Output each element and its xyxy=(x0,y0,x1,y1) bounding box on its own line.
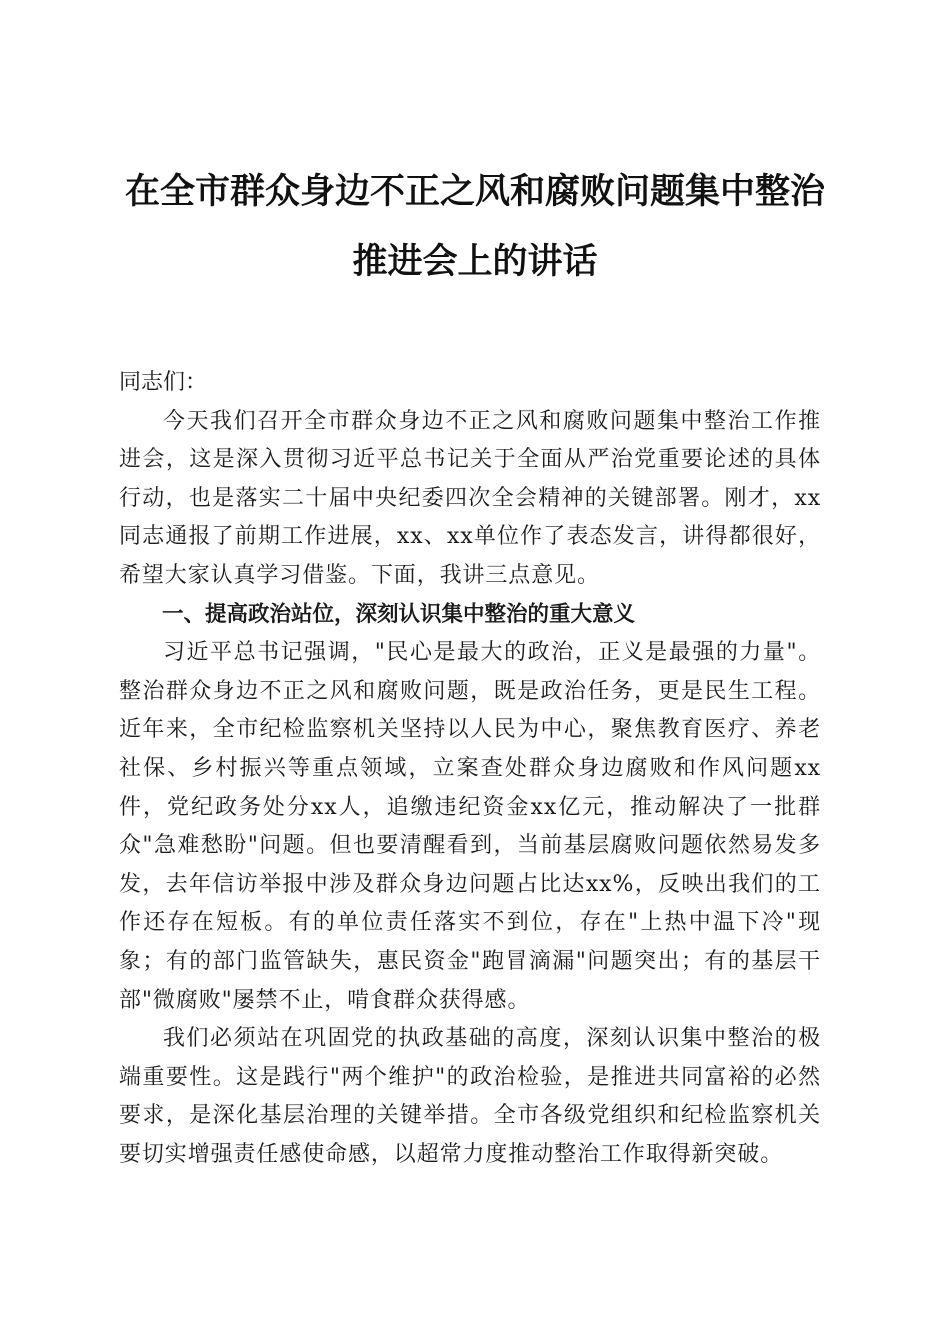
paragraph-significance: 习近平总书记强调，"民心是最大的政治，正义是最强的力量"。整治群众身边不正之风和腐败问题，既是政治任务，更是民生工程。近年来，全市纪检监察机关坚持以人民为中心，聚焦教育医疗、养老社保、乡村振兴等重点领域，立案查处群众身边腐败和作风问题xx件，党纪政务处分xx人，追缴违纪资金xx亿元，推动解决了一批群众"急难愁盼"问题。但也要清醒看到，当前基层腐败问题依然易发多发，去年信访举报中涉及群众身边问题占比达xx%，反映出我们的工作还存在短板。有的单位责任落实不到位，存在"上热中温下冷"现象；有的部门监管缺失，惠民资金"跑冒滴漏"问题突出；有的基层干部"微腐败"屡禁不止，啃食群众获得感。 xyxy=(119,640,821,1013)
paragraph-intro: 今天我们召开全市群众身边不正之风和腐败问题集中整治工作推进会，这是深入贯彻习近平总书记关于全面从严治党重要论述的具体行动，也是落实二十届中央纪委四次全会精神的关键部署。刚才，xx同志通报了前期工作进展，xx、xx单位作了表态发言，讲得都很好，希望大家认真学习借鉴。下面，我讲三点意见。 xyxy=(119,408,821,588)
document-title-line-1: 在全市群众身边不正之风和腐败问题集中整治 xyxy=(124,172,825,212)
document-title-line-2: 推进会上的讲话 xyxy=(352,242,598,282)
paragraph-importance: 我们必须站在巩固党的执政基础的高度，深刻认识集中整治的极端重要性。这是践行"两个维护"的政治检验，是推进共同富裕的必然要求，是深化基层治理的关键举措。全市各级党组织和纪检监察机关要切实增强责任感使命感，以超常力度推动整治工作取得新突破。 xyxy=(119,1026,821,1167)
salutation: 同志们： xyxy=(119,370,208,395)
section-heading-1: 一、提高政治站位，深刻认识集中整治的重大意义 xyxy=(162,601,636,627)
document-body xyxy=(119,364,821,1174)
